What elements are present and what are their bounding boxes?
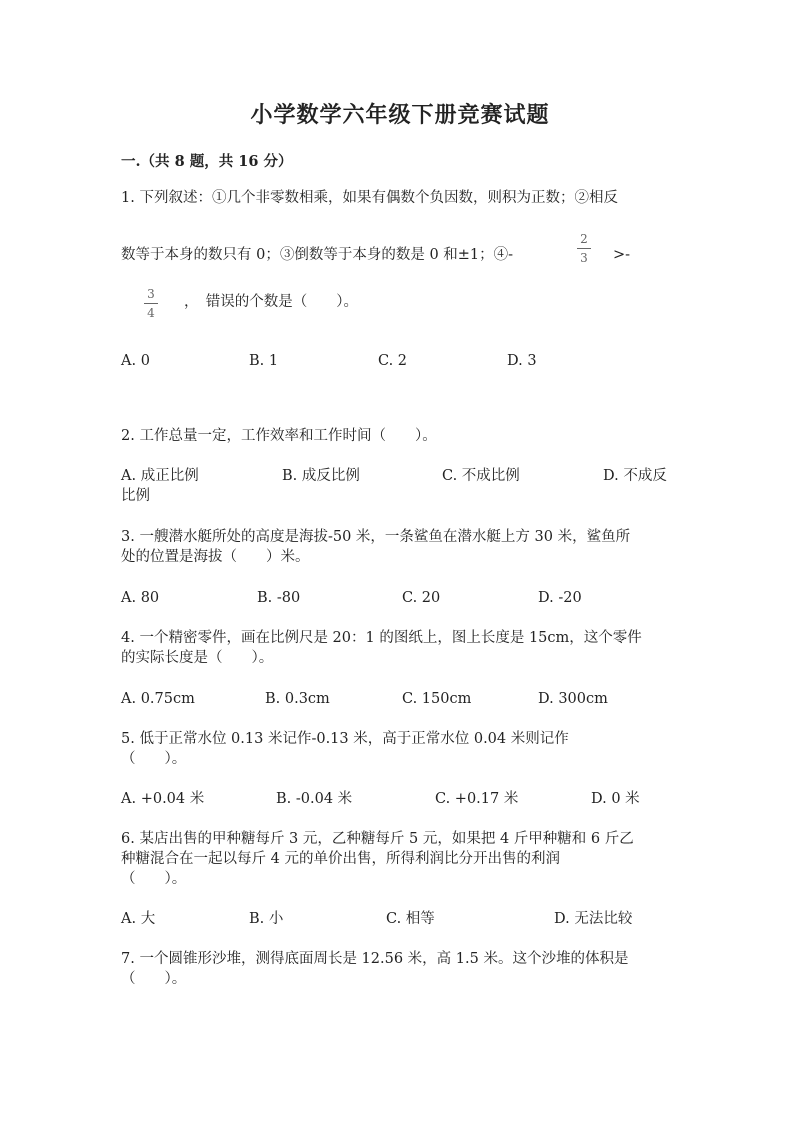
q6-option-c[interactable]: C. 相等 xyxy=(386,911,435,927)
fraction-2-3 xyxy=(576,232,592,265)
q6-line3: （ ）。 xyxy=(121,871,187,887)
q2-option-c[interactable]: C. 不成比例 xyxy=(442,468,520,484)
q4-option-b[interactable]: B. 0.3cm xyxy=(265,691,330,707)
q6-line1: 6. 某店出售的甲种糖每斤 3 元，乙种糖每斤 5 元，如果把 4 斤甲种糖和 6 斤乙 xyxy=(121,831,634,847)
q1-option-c[interactable]: C. 2 xyxy=(378,353,408,369)
q1-line1: 1. 下列叙述：①几个非零数相乘，如果有偶数个负因数，则积为正数；②相反 xyxy=(121,190,618,206)
q3-option-a[interactable]: A. 80 xyxy=(121,590,160,606)
q4-option-a[interactable]: A. 0.75cm xyxy=(121,691,195,707)
q7-line1: 7. 一个圆锥形沙堆，测得底面周长是 12.56 米，高 1.5 米。这个沙堆的体积是 xyxy=(121,951,629,967)
q5-option-d[interactable]: D. 0 米 xyxy=(591,791,640,807)
fraction-bar xyxy=(577,248,591,249)
fraction-denominator: 3 xyxy=(580,251,588,265)
q1-tail: ， 错误的个数是（ ）。 xyxy=(184,294,358,310)
q5-option-c[interactable]: C. +0.17 米 xyxy=(435,791,519,807)
q4-line1: 4. 一个精密零件，画在比例尺是 20：1 的图纸上，图上长度是 15cm，这个零件 xyxy=(121,630,642,646)
fraction-3-4 xyxy=(143,287,159,320)
q5-line1: 5. 低于正常水位 0.13 米记作-0.13 米，高于正常水位 0.04 米则记作 xyxy=(121,731,569,747)
fraction-numerator: 3 xyxy=(147,287,155,301)
q2-option-d[interactable]: D. 不成反 xyxy=(603,468,667,484)
q1-option-d[interactable]: D. 3 xyxy=(507,353,537,369)
q6-option-d[interactable]: D. 无法比较 xyxy=(554,911,633,927)
q1-gt-sign: >- xyxy=(613,247,631,263)
q3-option-b[interactable]: B. -80 xyxy=(257,590,301,606)
q4-option-c[interactable]: C. 150cm xyxy=(402,691,472,707)
q1-option-b[interactable]: B. 1 xyxy=(249,353,279,369)
q3-option-c[interactable]: C. 20 xyxy=(402,590,441,606)
q5-option-a[interactable]: A. +0.04 米 xyxy=(121,791,205,807)
q2-option-d-wrap: 比例 xyxy=(121,488,150,504)
section-heading: 一.（共 8 题，共 16 分） xyxy=(121,153,293,170)
q2-option-a[interactable]: A. 成正比例 xyxy=(121,468,199,484)
q1-line2: 数等于本身的数只有 0；③倒数等于本身的数是 0 和±1；④- xyxy=(121,247,514,263)
q5-line2: （ ）。 xyxy=(121,751,187,767)
q5-option-b[interactable]: B. -0.04 米 xyxy=(276,791,353,807)
fraction-bar xyxy=(144,303,158,304)
q4-line2: 的实际长度是（ ）。 xyxy=(121,650,274,666)
q6-option-b[interactable]: B. 小 xyxy=(249,911,284,927)
fraction-denominator: 4 xyxy=(147,306,155,320)
q1-option-a[interactable]: A. 0 xyxy=(121,353,150,369)
page-title: 小学数学六年级下册竞赛试题 xyxy=(250,102,550,128)
q3-line2: 处的位置是海拔（ ）米。 xyxy=(121,549,310,565)
q3-option-d[interactable]: D. -20 xyxy=(538,590,582,606)
q7-line2: （ ）。 xyxy=(121,971,187,987)
q4-option-d[interactable]: D. 300cm xyxy=(538,691,608,707)
q2-option-b[interactable]: B. 成反比例 xyxy=(282,468,360,484)
q2-text: 2. 工作总量一定，工作效率和工作时间（ ）。 xyxy=(121,428,437,444)
fraction-numerator: 2 xyxy=(580,232,588,246)
q6-option-a[interactable]: A. 大 xyxy=(121,911,156,927)
q6-line2: 种糖混合在一起以每斤 4 元的单价出售，所得利润比分开出售的利润 xyxy=(121,851,560,867)
q3-line1: 3. 一艘潜水艇所处的高度是海拔-50 米，一条鲨鱼在潜水艇上方 30 米，鲨鱼所 xyxy=(121,529,631,545)
